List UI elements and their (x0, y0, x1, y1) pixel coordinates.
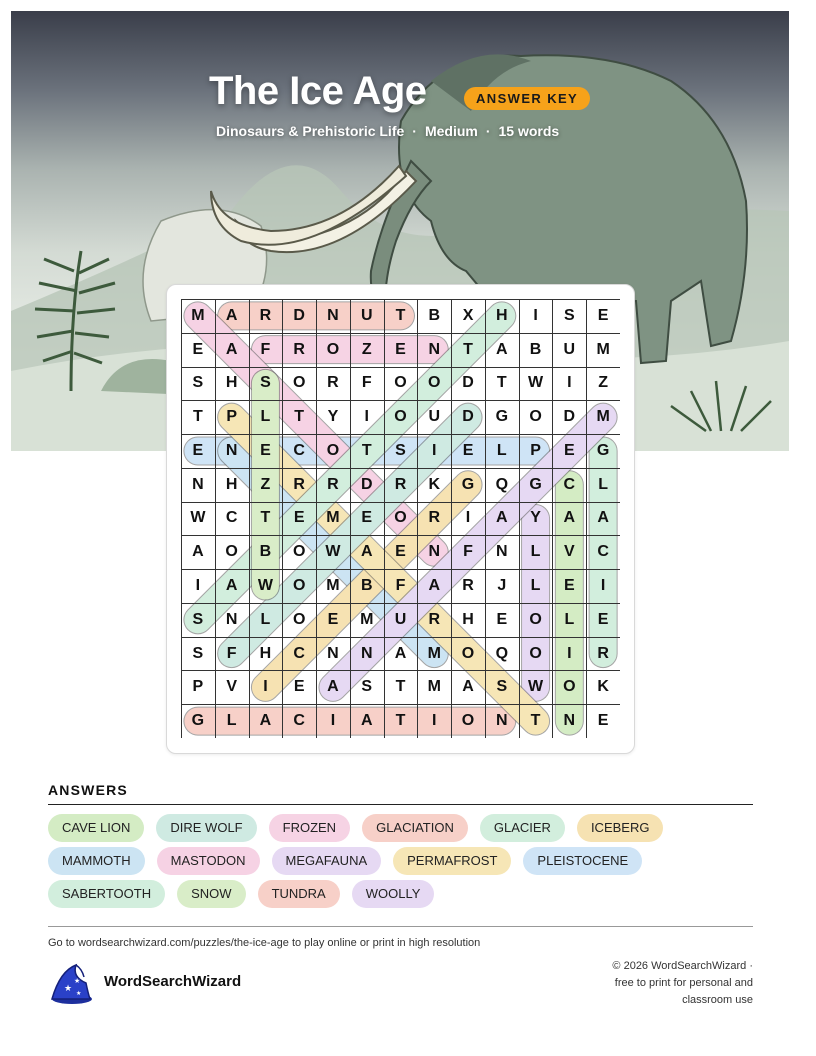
grid-cell: H (225, 374, 238, 392)
grid-cell: D (563, 408, 576, 426)
grid-cell: T (192, 408, 203, 426)
grid-cell: D (462, 374, 474, 392)
grid-cell: E (564, 577, 575, 595)
grid-cell: L (530, 577, 541, 595)
grid-cell: F (361, 374, 372, 392)
grid-cell: M (427, 644, 441, 662)
grid-cell: N (360, 644, 373, 662)
wizard-hat-icon (46, 963, 94, 1005)
word-search-grid (181, 299, 620, 738)
grid-cell: N (428, 340, 441, 358)
answer-chip: MAMMOTH (48, 847, 145, 875)
grid-cell: R (259, 306, 272, 324)
grid-cell: R (293, 475, 305, 493)
grid-cell: C (293, 644, 305, 662)
grid-cell: W (528, 374, 544, 392)
grid-cell: T (463, 340, 473, 358)
copyright-note (583, 958, 753, 1009)
grid-cell: D (462, 408, 474, 426)
grid-cell: E (192, 340, 204, 358)
grid-cell: R (293, 340, 305, 358)
answer-chip: DIRE WOLF (156, 814, 256, 842)
grid-cell: M (596, 408, 610, 426)
grid-cell: P (226, 408, 237, 426)
grid-cell: Z (361, 340, 372, 358)
grid-cell: L (598, 475, 608, 493)
copyright-line: free to print for personal and (614, 977, 753, 989)
grid-cell: B (529, 340, 542, 358)
grid-cell: O (529, 408, 542, 426)
grid-cell: E (395, 340, 406, 358)
grid-cell: U (563, 340, 576, 358)
grid-cell: D (360, 475, 373, 493)
grid-cell: O (326, 441, 340, 459)
grid-cell: S (564, 306, 575, 324)
grid-cell: E (564, 441, 575, 459)
grid-cell: F (395, 577, 406, 595)
grid-cell: I (263, 678, 268, 696)
grid-cell: N (563, 712, 576, 730)
grid-cell: M (326, 577, 340, 595)
grid-cell: S (260, 374, 271, 392)
grid-cell: O (225, 543, 238, 561)
grid-cell: L (530, 543, 541, 561)
grid-cell: S (192, 374, 204, 392)
answer-chip: GLACIATION (362, 814, 468, 842)
answer-chip: MASTODON (157, 847, 260, 875)
grid-cell: G (529, 475, 542, 493)
grid-cell: O (292, 577, 306, 595)
grid-cell: I (364, 408, 369, 426)
grid-cell: I (567, 644, 572, 662)
grid-cell: S (192, 644, 204, 662)
grid-cell: L (496, 441, 507, 459)
grid-cell: M (427, 678, 441, 696)
answer-chip: SNOW (177, 880, 245, 908)
grid-cell: H (225, 475, 238, 493)
play-online-note: Go to wordsearchwizard.com/puzzles/the-ice-age to play online or print in high resolution (48, 937, 481, 949)
grid-cell: W (528, 678, 544, 696)
meta-separator: · (412, 123, 417, 139)
grid-cell: L (564, 610, 575, 628)
grid-cell: V (564, 543, 575, 561)
grid-cell: R (428, 610, 441, 628)
grid-cell: E (496, 610, 508, 628)
grid-cell: Q (495, 644, 509, 662)
answer-chip: PERMAFROST (393, 847, 511, 875)
grid-cell: Y (327, 408, 339, 426)
grid-cell: N (225, 610, 238, 628)
grid-cell: C (293, 441, 305, 459)
grid-cell: I (465, 509, 471, 527)
grid-cell: E (597, 610, 609, 628)
answers-divider (48, 804, 753, 805)
grid-cell: A (394, 644, 407, 662)
grid-cell: W (190, 509, 206, 527)
grid-cell: L (260, 408, 271, 426)
grid-cell: O (394, 509, 407, 527)
grid-cell: A (597, 509, 609, 527)
grid-cell: F (463, 543, 473, 561)
grid-cell: O (394, 374, 407, 392)
grid-cell: A (462, 678, 474, 696)
grid-cell: O (292, 610, 306, 628)
grid-cell: E (260, 441, 271, 459)
grid-cell: A (225, 340, 238, 358)
grid-cell: N (327, 306, 339, 324)
grid-cell: H (496, 306, 508, 324)
answer-chip: SABERTOOTH (48, 880, 165, 908)
grid-cell: T (260, 509, 271, 527)
grid-cell: C (563, 475, 576, 493)
grid-cell: E (293, 678, 305, 696)
answers-heading: ANSWERS (48, 782, 128, 798)
grid-cell: H (462, 610, 474, 628)
answer-chip: ICEBERG (577, 814, 664, 842)
grid-cell: A (327, 678, 339, 696)
answer-chip: WOOLLY (352, 880, 435, 908)
grid-cell: M (326, 509, 340, 527)
grid-cell: G (596, 441, 610, 459)
grid-cell: Q (495, 475, 509, 493)
grid-cell: P (530, 441, 541, 459)
answer-chip: CAVE LION (48, 814, 144, 842)
grid-cell: H (259, 644, 272, 662)
grid-cell: T (395, 306, 406, 324)
grid-cell: O (461, 712, 475, 730)
svg-text:★: ★ (74, 978, 81, 985)
grid-cell: O (529, 644, 542, 662)
grid-cell: U (428, 408, 441, 426)
word-count-label: 15 words (498, 123, 560, 139)
grid-cell: L (226, 712, 237, 730)
grid-cell: I (600, 577, 606, 595)
grid-cell: A (360, 712, 373, 730)
grid-cell: N (327, 644, 339, 662)
grid-cell: F (226, 644, 237, 662)
grid-cell: R (327, 374, 339, 392)
grid-cell: T (530, 712, 541, 730)
grid-cell: T (395, 678, 406, 696)
brand-name: WordSearchWizard (104, 973, 242, 990)
grid-cell: M (360, 610, 374, 628)
grid-cell: O (461, 644, 475, 662)
grid-cell: R (394, 475, 407, 493)
grid-cell: I (432, 712, 437, 730)
grid-cell: I (567, 374, 572, 392)
grid-cell: B (360, 577, 373, 595)
grid-cell: X (462, 306, 474, 324)
grid-letters (181, 299, 620, 738)
grid-cell: N (428, 543, 441, 561)
grid-cell: B (259, 543, 272, 561)
grid-cell: N (496, 543, 508, 561)
footer-divider (48, 926, 753, 927)
answer-list (48, 814, 768, 908)
grid-cell: E (327, 610, 339, 628)
answer-chip: FROZEN (269, 814, 350, 842)
grid-cell: F (260, 340, 271, 358)
answer-chip: TUNDRA (258, 880, 340, 908)
grid-cell: A (192, 543, 204, 561)
grid-cell: J (497, 577, 507, 595)
page-title: The Ice Age (209, 69, 427, 113)
copyright-line: © 2026 WordSearchWizard · (612, 960, 753, 972)
grid-cell: G (461, 475, 475, 493)
grid-cell: I (330, 712, 336, 730)
grid-cell: R (327, 475, 339, 493)
grid-cell: A (225, 306, 238, 324)
grid-cell: R (462, 577, 474, 595)
grid-cell: N (192, 475, 204, 493)
grid-cell: A (259, 712, 272, 730)
grid-cell: Z (260, 475, 271, 493)
grid-cell: C (225, 509, 238, 527)
svg-text:★: ★ (76, 991, 82, 997)
grid-cell: A (360, 543, 373, 561)
grid-cell: U (360, 306, 373, 324)
grid-cell: E (395, 543, 406, 561)
grid-cell: C (293, 712, 305, 730)
grid-cell: K (597, 678, 609, 696)
grid-cell: M (596, 340, 610, 358)
grid-cell: T (361, 441, 372, 459)
grid-cell: I (195, 577, 201, 595)
grid-cell: M (191, 306, 205, 324)
grid-cell: V (226, 678, 237, 696)
grid-cell: E (192, 441, 204, 459)
puzzle-meta (216, 123, 559, 139)
grid-cell: T (395, 712, 406, 730)
grid-cell: E (462, 441, 474, 459)
grid-cell: G (191, 712, 205, 730)
grid-cell: W (257, 577, 273, 595)
grid-cell: A (428, 577, 441, 595)
grid-cell: W (325, 543, 341, 561)
grid-cell: R (428, 509, 441, 527)
grid-cell: S (192, 610, 204, 628)
grid-cell: K (428, 475, 441, 493)
grid-cell: P (192, 678, 204, 696)
grid-cell: E (597, 306, 609, 324)
answer-chip: GLACIER (480, 814, 565, 842)
grid-cell: A (563, 509, 576, 527)
grid-cell: O (394, 408, 407, 426)
answer-chip: MEGAFAUNA (272, 847, 382, 875)
answer-key-badge: ANSWER KEY (464, 87, 590, 110)
grid-cell: I (533, 306, 538, 324)
copyright-line: classroom use (682, 994, 753, 1006)
grid-cell: A (496, 509, 508, 527)
grid-cell: Z (598, 374, 608, 392)
grid-cell: L (260, 610, 271, 628)
grid-cell: S (361, 678, 373, 696)
grid-cell: D (293, 306, 305, 324)
grid-cell: O (326, 340, 340, 358)
grid-cell: E (293, 509, 305, 527)
difficulty-label: Medium (424, 123, 478, 139)
grid-cell: O (529, 610, 542, 628)
grid-cell: E (597, 712, 609, 730)
grid-cell: B (428, 306, 441, 324)
svg-text:★: ★ (64, 983, 73, 993)
answer-chip: PLEISTOCENE (523, 847, 642, 875)
grid-cell: U (394, 610, 407, 628)
grid-cell: A (496, 340, 508, 358)
grid-cell: E (361, 509, 373, 527)
grid-cell: I (432, 441, 437, 459)
grid-cell: O (563, 678, 576, 696)
grid-cell: A (225, 577, 238, 595)
grid-cell: O (292, 374, 306, 392)
grid-cell: O (428, 374, 441, 392)
grid-cell: R (597, 644, 609, 662)
grid-cell: T (496, 374, 507, 392)
grid-cell: Y (530, 509, 541, 527)
grid-cell: S (496, 678, 508, 696)
meta-separator: · (485, 123, 491, 139)
grid-cell: O (292, 543, 306, 561)
grid-cell: C (597, 543, 609, 561)
category-label: Dinosaurs & Prehistoric Life (216, 123, 405, 139)
grid-cell: S (395, 441, 406, 459)
grid-cell: G (495, 408, 509, 426)
grid-cell: N (225, 441, 238, 459)
grid-cell: N (496, 712, 508, 730)
grid-cell: T (294, 408, 305, 426)
